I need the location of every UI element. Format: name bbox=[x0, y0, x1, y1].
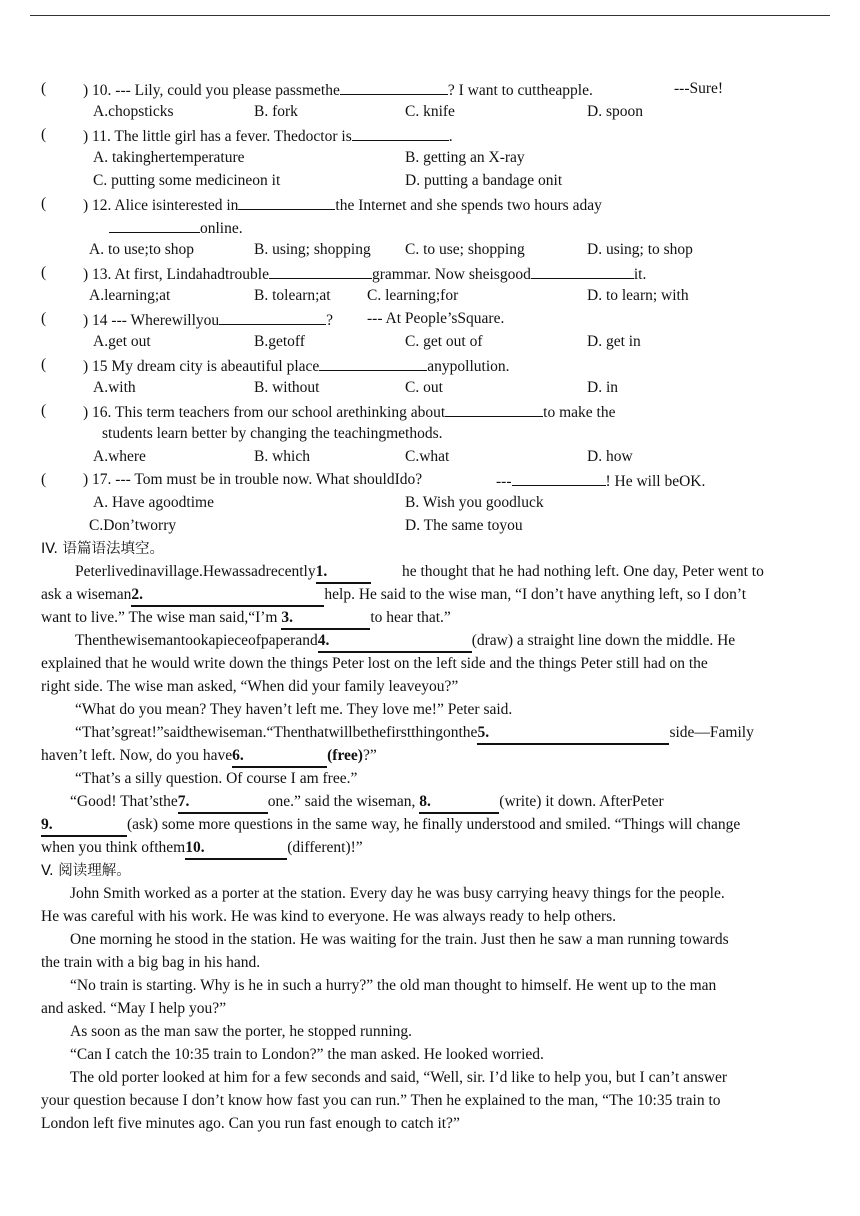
answer-blank bbox=[352, 125, 449, 141]
option-d: D. to learn; with bbox=[587, 287, 689, 304]
paragraph-line: ask a wiseman2. help. He said to the wise man, “I don’t have anything left, so I don’t bbox=[41, 585, 746, 607]
option-b: B. without bbox=[254, 379, 320, 396]
option-d: D. get in bbox=[587, 333, 641, 350]
option-b: B. fork bbox=[254, 103, 298, 120]
paragraph-line: haven’t left. Now, do you have6. (free)?” bbox=[41, 746, 377, 768]
question-14: ) 14 --- Wherewillyou ? bbox=[83, 309, 333, 331]
answer-paren: ( bbox=[41, 195, 47, 212]
paragraph-line: “No train is starting. Why is he in such a hurry?” the old man thought to himself. He went up to the man bbox=[70, 977, 717, 994]
option-a: A.where bbox=[93, 448, 146, 465]
blank-6: 6. bbox=[232, 746, 327, 768]
question-16-cont: students learn better by changing the teachingmethods. bbox=[102, 425, 443, 442]
option-d: D. putting a bandage onit bbox=[405, 172, 563, 189]
option-c: C. out bbox=[405, 379, 443, 396]
question-15: ) 15 My dream city is abeautiful place anypollution. bbox=[83, 355, 510, 377]
option-a: A. to use;to shop bbox=[89, 241, 195, 258]
option-c: C. learning;for bbox=[367, 287, 459, 304]
blank-4: 4. bbox=[318, 631, 472, 653]
paragraph-line: One morning he stood in the station. He was waiting for the train. Just then he saw a man running towards bbox=[70, 931, 729, 948]
answer-blank bbox=[219, 309, 326, 325]
question-11: ) 11. The little girl has a fever. Thedoctor is . bbox=[83, 125, 453, 147]
paragraph-line: he thought that he had nothing left. One day, Peter went to bbox=[402, 563, 764, 580]
answer-paren: ( bbox=[41, 471, 47, 488]
option-d: D. how bbox=[587, 448, 633, 465]
paragraph-line: “Good! That’sthe7. one.” said the wiseman, 8. (write) it down. AfterPeter bbox=[70, 792, 664, 814]
blank-3: 3. bbox=[281, 608, 370, 630]
option-c: C. get out of bbox=[405, 333, 483, 350]
question-12: ) 12. Alice isinterested in the Internet and she spends two hours aday bbox=[83, 194, 602, 216]
option-c: C. putting some medicineon it bbox=[93, 172, 281, 189]
option-a: A.with bbox=[93, 379, 136, 396]
option-c: C.Don’tworry bbox=[89, 517, 177, 534]
option-b: B. getting an X-ray bbox=[405, 149, 525, 166]
option-a: A. takinghertemperature bbox=[93, 149, 245, 166]
paragraph-line: explained that he would write down the things Peter lost on the left side and the things Peter still had on the bbox=[41, 655, 708, 672]
answer-paren: ( bbox=[41, 264, 47, 281]
answer-blank bbox=[445, 401, 543, 417]
paragraph-line: want to live.” The wise man said,“I’m 3. to hear that.” bbox=[41, 608, 451, 630]
question-16: ) 16. This term teachers from our school arethinking about to make the bbox=[83, 401, 615, 423]
option-b: B. using; shopping bbox=[254, 241, 371, 258]
option-b: B. tolearn;at bbox=[254, 287, 331, 304]
option-a: A.get out bbox=[93, 333, 151, 350]
option-b: B.getoff bbox=[254, 333, 305, 350]
paragraph-line: the train with a big bag in his hand. bbox=[41, 954, 261, 971]
option-a: A.chopsticks bbox=[93, 103, 174, 120]
question-10: ) 10. --- Lily, could you please passmethe ? I want to cuttheapple. bbox=[83, 79, 593, 101]
blank-7: 7. bbox=[178, 792, 268, 814]
answer-paren: ( bbox=[41, 310, 47, 327]
question-14-reply: --- At People’sSquare. bbox=[367, 310, 505, 327]
answer-blank bbox=[531, 263, 634, 279]
paragraph-line: your question because I don’t know how fast you can run.” Then he explained to the man, “The 10:35 train to bbox=[41, 1092, 721, 1109]
option-c: C.what bbox=[405, 448, 450, 465]
question-10-reply: ---Sure! bbox=[674, 80, 724, 97]
option-a: A. Have agoodtime bbox=[93, 494, 214, 511]
paragraph-line: Thenthewisemantookapieceofpaperand4. (draw) a straight line down the middle. He bbox=[75, 631, 735, 653]
section-heading: IV. 语篇语法填空。 bbox=[41, 541, 165, 557]
question-17-reply: --- ! He will beOK. bbox=[496, 470, 705, 492]
header-rule bbox=[30, 15, 830, 16]
paragraph-line: “That’sgreat!”saidthewiseman.“Thenthatwillbethefirstthingonthe5. side—Family bbox=[75, 723, 754, 745]
question-12-cont: online. bbox=[109, 217, 243, 239]
blank-10: 10. bbox=[185, 838, 287, 860]
blank-5: 5. bbox=[477, 723, 669, 745]
answer-blank bbox=[319, 355, 427, 371]
section-heading: V. 阅读理解。 bbox=[41, 863, 131, 879]
paragraph-line: John Smith worked as a porter at the station. Every day he was busy carrying heavy things for the people. bbox=[70, 885, 725, 902]
option-a: A.learning;at bbox=[89, 287, 171, 304]
answer-blank bbox=[512, 470, 606, 486]
option-d: D. in bbox=[587, 379, 618, 396]
blank-1: 1. bbox=[316, 562, 371, 584]
question-17: ) 17. --- Tom must be in trouble now. What shouldIdo? bbox=[83, 471, 423, 488]
question-13: ) 13. At first, Lindahadtrouble grammar. Now sheisgood it. bbox=[83, 263, 646, 285]
answer-paren: ( bbox=[41, 80, 47, 97]
blank-2: 2. bbox=[131, 585, 324, 607]
answer-blank bbox=[340, 79, 448, 95]
blank-9: 9. bbox=[41, 815, 127, 837]
answer-blank bbox=[269, 263, 372, 279]
paragraph-line: London left five minutes ago. Can you run fast enough to catch it?” bbox=[41, 1115, 460, 1132]
answer-blank bbox=[238, 194, 335, 210]
paragraph-line: when you think ofthem10. (different)!” bbox=[41, 838, 363, 860]
option-d: D. spoon bbox=[587, 103, 643, 120]
paragraph-line: “What do you mean? They haven’t left me. They love me!” Peter said. bbox=[75, 701, 513, 718]
answer-paren: ( bbox=[41, 126, 47, 143]
paragraph-line: and asked. “May I help you?” bbox=[41, 1000, 227, 1017]
paragraph-line: As soon as the man saw the porter, he stopped running. bbox=[70, 1023, 413, 1040]
paragraph-line: “That’s a silly question. Of course I am free.” bbox=[75, 770, 358, 787]
paragraph-line: The old porter looked at him for a few seconds and said, “Well, sir. I’d like to help you, but I can’t answer bbox=[70, 1069, 728, 1086]
paragraph-line: right side. The wise man asked, “When did your family leaveyou?” bbox=[41, 678, 459, 695]
option-c: C. to use; shopping bbox=[405, 241, 525, 258]
paragraph-line: 9. (ask) some more questions in the same way, he finally understood and smiled. “Things will change bbox=[41, 815, 740, 837]
option-d: D. using; to shop bbox=[587, 241, 693, 258]
answer-blank bbox=[109, 217, 200, 233]
answer-paren: ( bbox=[41, 402, 47, 419]
answer-paren: ( bbox=[41, 356, 47, 373]
option-b: B. which bbox=[254, 448, 310, 465]
option-c: C. knife bbox=[405, 103, 455, 120]
option-b: B. Wish you goodluck bbox=[405, 494, 544, 511]
paragraph-line: Peterlivedinavillage.Hewassadrecently1. bbox=[75, 562, 371, 584]
option-d: D. The same toyou bbox=[405, 517, 523, 534]
blank-8: 8. bbox=[419, 792, 499, 814]
paragraph-line: He was careful with his work. He was kind to everyone. He was always ready to help others. bbox=[41, 908, 617, 925]
paragraph-line: “Can I catch the 10:35 train to London?” the man asked. He looked worried. bbox=[70, 1046, 544, 1063]
